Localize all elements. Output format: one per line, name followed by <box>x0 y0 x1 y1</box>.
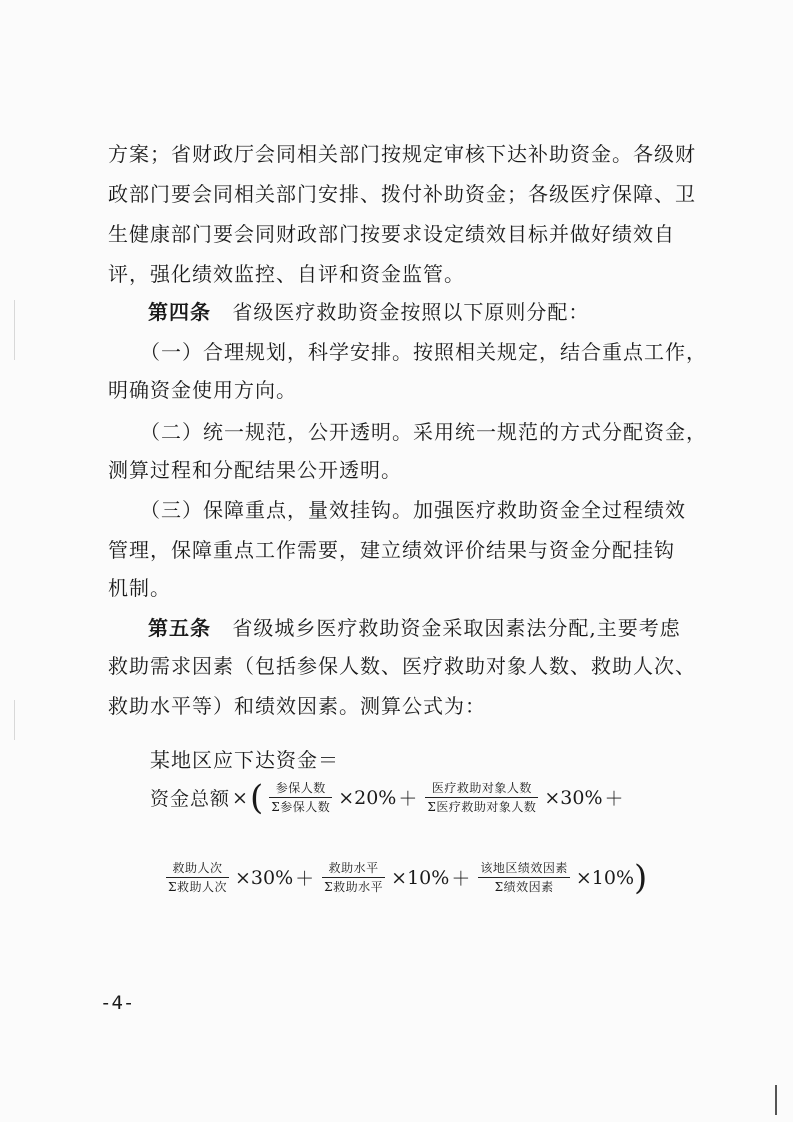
paragraph-line: 政部门要会同相关部门安排、拨付补助资金；各级医疗保障、卫 <box>108 182 696 206</box>
article-5-text: 省级城乡医疗救助资金采取因素法分配,主要考虑 <box>232 616 681 640</box>
paragraph-line: 生健康部门要会同财政部门按要求设定绩效目标并做好绩效自 <box>108 222 675 246</box>
weight: ×10% <box>391 866 450 889</box>
weight: ×30% <box>235 866 294 889</box>
fraction-performance <box>478 860 570 895</box>
article-5-label: 第五条 <box>148 616 211 640</box>
fraction-denominator: Σ绩效因素 <box>494 880 554 894</box>
fraction-insured <box>269 780 332 815</box>
margin-mark <box>14 700 15 740</box>
article-4-text: 省级医疗救助资金按照以下原则分配： <box>232 300 590 324</box>
formula-plus: ＋ <box>451 868 471 890</box>
margin-mark <box>14 300 15 360</box>
principle-1: （一）合理规划，科学安排。按照相关规定，结合重点工作， <box>140 340 707 364</box>
formula-line-1 <box>150 777 626 818</box>
article-5 <box>148 614 728 642</box>
fraction-bar <box>322 877 385 878</box>
paragraph-line: 明确资金使用方向。 <box>108 378 297 402</box>
formula-times: × <box>232 786 248 809</box>
fraction-numerator: 救助人次 <box>172 861 223 875</box>
formula-plus: ＋ <box>398 788 418 810</box>
weight: ×20% <box>338 786 397 809</box>
formula-lhs: 某地区应下达资金＝ <box>150 748 339 772</box>
paragraph-line: 救助水平等）和绩效因素。测算公式为： <box>108 694 486 718</box>
weight: ×10% <box>575 866 635 889</box>
fraction-bar <box>478 877 570 878</box>
fraction-denominator: Σ参保人数 <box>271 800 331 814</box>
weight: ×30% <box>544 786 603 809</box>
fraction-aid-visits <box>166 860 229 895</box>
paragraph-line: 测算过程和分配结果公开透明。 <box>108 458 402 482</box>
article-4-label: 第四条 <box>148 300 211 324</box>
fraction-aid-recipients <box>425 780 538 815</box>
fraction-numerator: 医疗救助对象人数 <box>431 781 532 795</box>
principle-3: （三）保障重点，量效挂钩。加强医疗救助资金全过程绩效 <box>140 498 686 522</box>
fraction-denominator: Σ医疗救助对象人数 <box>427 800 537 814</box>
article-4 <box>148 298 728 326</box>
fraction-denominator: Σ救助人次 <box>168 880 227 894</box>
formula-plus: ＋ <box>604 788 624 810</box>
fraction-numerator: 参保人数 <box>275 781 326 795</box>
fraction-numerator: 救助水平 <box>328 861 379 875</box>
fraction-bar <box>425 797 538 798</box>
paragraph-line: 管理，保障重点工作需要，建立绩效评价结果与资金分配挂钩 <box>108 538 675 562</box>
formula-total: 资金总额 <box>150 788 231 810</box>
principle-2: （二）统一规范，公开透明。采用统一规范的方式分配资金， <box>140 420 707 444</box>
page-number: -4- <box>100 992 135 1014</box>
formula-close-paren: ) <box>634 857 648 898</box>
formula-open-paren: ( <box>249 777 264 818</box>
formula-line-2 <box>160 857 648 898</box>
fraction-denominator: Σ救助水平 <box>324 880 384 894</box>
formula-plus: ＋ <box>295 868 315 890</box>
fraction-bar <box>269 797 332 798</box>
paragraph-line: 机制。 <box>108 576 171 600</box>
paragraph-line: 救助需求因素（包括参保人数、医疗救助对象人数、救助人次、 <box>108 654 696 678</box>
fraction-aid-level <box>322 860 385 895</box>
paragraph-line: 评，强化绩效监控、自评和资金监管。 <box>108 262 465 286</box>
paragraph-line: 方案；省财政厅会同相关部门按规定审核下达补助资金。各级财 <box>108 142 696 166</box>
scan-edge-mark <box>775 1085 777 1115</box>
fraction-numerator: 该地区绩效因素 <box>480 861 568 875</box>
fraction-bar <box>166 877 229 878</box>
